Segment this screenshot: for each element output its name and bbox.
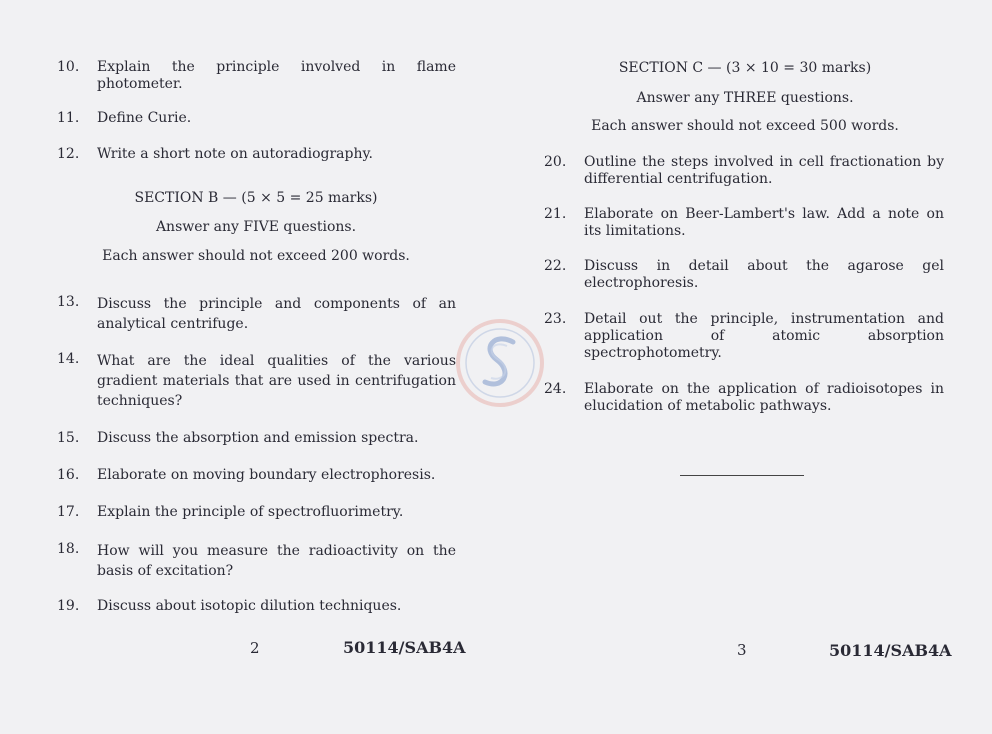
question-number: 11. [57, 110, 80, 126]
question-text: How will you measure the radioactivity on the basis of excitation? [97, 543, 456, 579]
question-12 [57, 146, 456, 163]
section-b-instruction: Answer any FIVE questions. [155, 219, 357, 235]
question-number: 23. [544, 311, 567, 327]
section-c-limit: Each answer should not exceed 500 words. [591, 118, 899, 134]
question-14 [57, 351, 456, 411]
question-text: Define Curie. [97, 110, 192, 126]
question-text: Elaborate on Beer-Lambert's law. Add a note on its limitations. [584, 206, 944, 239]
question-20 [544, 154, 944, 188]
question-number: 15. [57, 430, 80, 446]
question-13 [57, 294, 456, 334]
question-11 [57, 110, 456, 127]
question-text: Discuss the principle and components of an analytical centrifuge. [97, 296, 456, 332]
question-number: 21. [544, 206, 567, 222]
question-number: 10. [57, 59, 80, 75]
question-text: Elaborate on moving boundary electrophoresis. [97, 467, 436, 483]
end-rule [680, 475, 804, 476]
question-text: Discuss the absorption and emission spectra. [97, 430, 419, 446]
question-text: Detail out the principle, instrumentation and application of atomic absorption spectrophotometry. [584, 311, 944, 361]
question-number: 12. [57, 146, 80, 162]
question-text: What are the ideal qualities of the various gradient materials that are used in centrifugation techniques? [97, 353, 456, 409]
question-number: 17. [57, 504, 80, 520]
question-number: 24. [544, 381, 567, 397]
question-19 [57, 598, 456, 615]
question-number: 13. [57, 294, 80, 310]
question-16 [57, 467, 456, 484]
question-text: Elaborate on the application of radioisotopes in elucidation of metabolic pathways. [584, 381, 944, 414]
section-c-instruction: Answer any THREE questions. [636, 90, 854, 106]
question-24 [544, 381, 944, 415]
page-number-right: 3 [737, 641, 747, 659]
question-number: 19. [57, 598, 80, 614]
question-15 [57, 430, 456, 447]
section-b-limit: Each answer should not exceed 200 words. [102, 248, 410, 264]
paper-code-left: 50114/SAB4A [343, 638, 466, 657]
question-number: 18. [57, 541, 80, 557]
question-23 [544, 311, 944, 362]
section-b-title: SECTION B — (5 × 5 = 25 marks) [134, 190, 378, 206]
watermark-seal-icon [455, 318, 545, 408]
question-17 [57, 504, 456, 521]
question-number: 22. [544, 258, 567, 274]
question-text: Outline the steps involved in cell fractionation by differential centrifugation. [584, 154, 944, 187]
page-number-left: 2 [250, 639, 260, 657]
question-10 [57, 59, 456, 93]
question-number: 20. [544, 154, 567, 170]
question-number: 16. [57, 467, 80, 483]
paper-code-right: 50114/SAB4A [829, 641, 952, 660]
question-21 [544, 206, 944, 240]
question-18 [57, 541, 456, 581]
question-22 [544, 258, 944, 292]
question-number: 14. [57, 351, 80, 367]
question-text: Write a short note on autoradiography. [97, 146, 373, 162]
section-c-title: SECTION C — (3 × 10 = 30 marks) [618, 60, 872, 76]
question-text: Explain the principle of spectrofluorimetry. [97, 504, 404, 520]
question-text: Discuss about isotopic dilution techniques. [97, 598, 402, 614]
question-text: Explain the principle involved in flame photometer. [97, 59, 456, 92]
question-text: Discuss in detail about the agarose gel electrophoresis. [584, 258, 944, 291]
